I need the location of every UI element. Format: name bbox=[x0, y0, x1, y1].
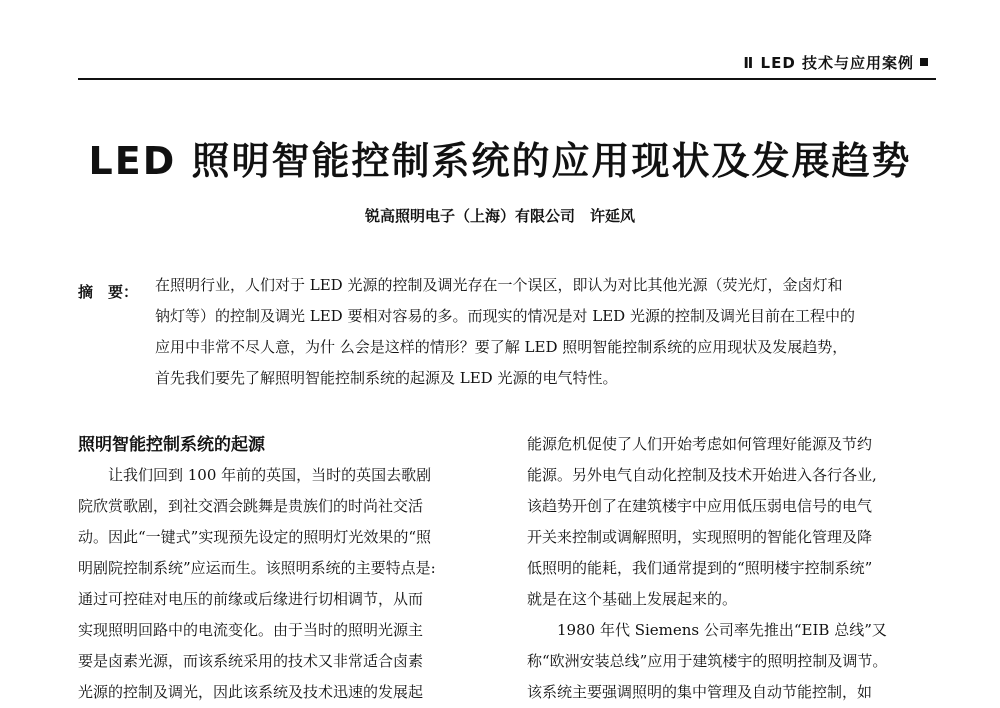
body-line: 动。因此“一键式”实现预先设定的照明灯光效果的“照 bbox=[78, 528, 432, 546]
abstract-body bbox=[155, 270, 945, 394]
body-line: 能源。另外电气自动化控制及技术开始进入各行各业, bbox=[527, 466, 877, 484]
body-line: 就是在这个基础上发展起来的。 bbox=[527, 590, 738, 608]
body-line: 要是卤素光源，而该系统采用的技术又非常适合卤素 bbox=[78, 652, 424, 670]
abstract-line: 在照明行业，人们对于 LED 光源的控制及调光存在一个误区，即认为对比其他光源（荧光灯，金卤灯和 bbox=[155, 276, 843, 294]
abstract-line: 钠灯等）的控制及调光 LED 要相对容易的多。而现实的情况是对 LED 光源的控制及调光目前在工程中的 bbox=[155, 307, 855, 325]
body-line: 通过可控硅对电压的前缘或后缘进行切相调节，从而 bbox=[78, 590, 424, 608]
abstract-line: 应用中非常不尽人意，为什 么会是这样的情形？要了解 LED 照明智能控制系统的应用现状及发展趋势， bbox=[155, 338, 848, 356]
body-line: 称“欧洲安装总线”应用于建筑楼宇的照明控制及调节。 bbox=[527, 652, 888, 670]
body-line: 1980 年代 Siemens 公司率先推出“EIB 总线”又 bbox=[527, 621, 887, 639]
header-square-icon bbox=[920, 58, 928, 66]
body-line: 让我们回到 100 年前的英国，当时的英国去歌剧 bbox=[78, 466, 432, 484]
abstract-line: 首先我们要先了解照明智能控制系统的起源及 LED 光源的电气特性。 bbox=[155, 369, 618, 387]
abstract-label: 摘 要： bbox=[78, 283, 139, 301]
body-line: 低照明的能耗，我们通常提到的“照明楼宇控制系统” bbox=[527, 559, 873, 577]
body-line: 光源的控制及调光，因此该系统及技术迅速的发展起 bbox=[78, 683, 424, 701]
body-line: 院欣赏歌剧，到社交酒会跳舞是贵族们的时尚社交活 bbox=[78, 497, 424, 515]
body-line: 能源危机促使了人们开始考虑如何管理好能源及节约 bbox=[527, 435, 873, 453]
body-line: 开关来控制或调解照明，实现照明的智能化管理及降 bbox=[527, 528, 873, 546]
running-header: Ⅱ LED 技术与应用案例 bbox=[743, 54, 914, 72]
body-line: 明剧院控制系统”应运而生。该照明系统的主要特点是: bbox=[78, 559, 436, 577]
author-line: 锐高照明电子（上海）有限公司 许延风 bbox=[364, 207, 635, 225]
section-heading: 照明智能控制系统的起源 bbox=[78, 435, 265, 455]
body-line: 该系统主要强调照明的集中管理及自动节能控制，如 bbox=[527, 683, 873, 701]
left-column bbox=[78, 460, 478, 708]
article-title: LED 照明智能控制系统的应用现状及发展趋势 bbox=[88, 139, 912, 183]
right-column bbox=[527, 429, 927, 708]
body-line: 该趋势开创了在建筑楼宇中应用低压弱电信号的电气 bbox=[527, 497, 873, 515]
body-line: 实现照明回路中的电流变化。由于当时的照明光源主 bbox=[78, 621, 424, 639]
header-rule bbox=[78, 78, 936, 80]
